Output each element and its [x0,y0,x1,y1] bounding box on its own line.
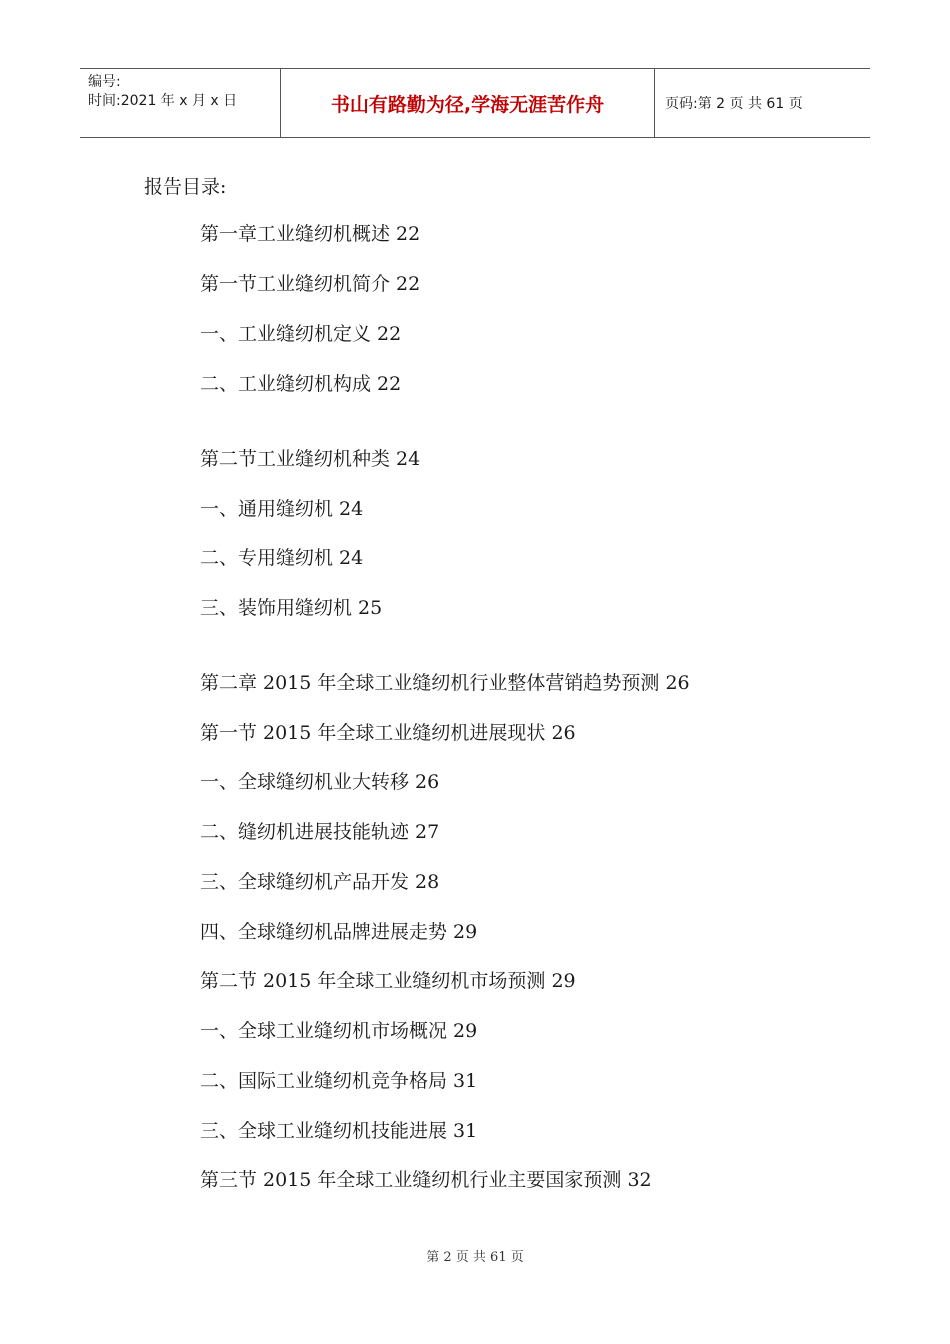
toc-entry: 第二章 2015 年全球工业缝纫机行业整体营销趋势预测 26 [200,672,690,694]
toc-entry: 第二节 2015 年全球工业缝纫机市场预测 29 [200,970,576,992]
toc-entry: 第二节工业缝纫机种类 24 [200,448,421,470]
header-motto: 书山有路勤为径,学海无涯苦作舟 [281,69,655,137]
toc-entry: 第三节 2015 年全球工业缝纫机行业主要国家预测 32 [200,1169,652,1191]
toc-entry: 二、国际工业缝纫机竞争格局 31 [200,1070,478,1092]
toc-entry: 四、全球缝纫机品牌进展走势 29 [200,921,478,943]
header-page-info: 页码:第 2 页 共 61 页 [665,96,803,112]
toc-entry: 二、缝纫机进展技能轨迹 27 [200,821,440,843]
header-meta [80,69,281,137]
page-header [80,68,870,138]
toc-entry: 三、装饰用缝纫机 25 [200,597,383,619]
toc-entry: 二、工业缝纫机构成 22 [200,373,402,395]
toc-entry: 二、专用缝纫机 24 [200,547,364,569]
toc-entry: 一、工业缝纫机定义 22 [200,323,402,345]
toc-title: 报告目录: [144,176,227,198]
toc-entry: 三、全球缝纫机产品开发 28 [200,871,440,893]
toc-entry: 一、通用缝纫机 24 [200,498,364,520]
toc-entry: 一、全球工业缝纫机市场概况 29 [200,1020,478,1042]
page-footer: 第 2 页 共 61 页 [426,1250,524,1265]
toc-entry: 三、全球工业缝纫机技能进展 31 [200,1120,478,1142]
toc-entry: 第一节 2015 年全球工业缝纫机进展现状 26 [200,722,576,744]
toc-entry: 第一章工业缝纫机概述 22 [200,223,421,245]
toc-entry: 一、全球缝纫机业大转移 26 [200,771,440,793]
toc-entry: 第一节工业缝纫机简介 22 [200,273,421,295]
time-label: 时间:2021 年 x 月 x 日 [88,93,238,109]
number-label: 编号: [88,74,121,90]
